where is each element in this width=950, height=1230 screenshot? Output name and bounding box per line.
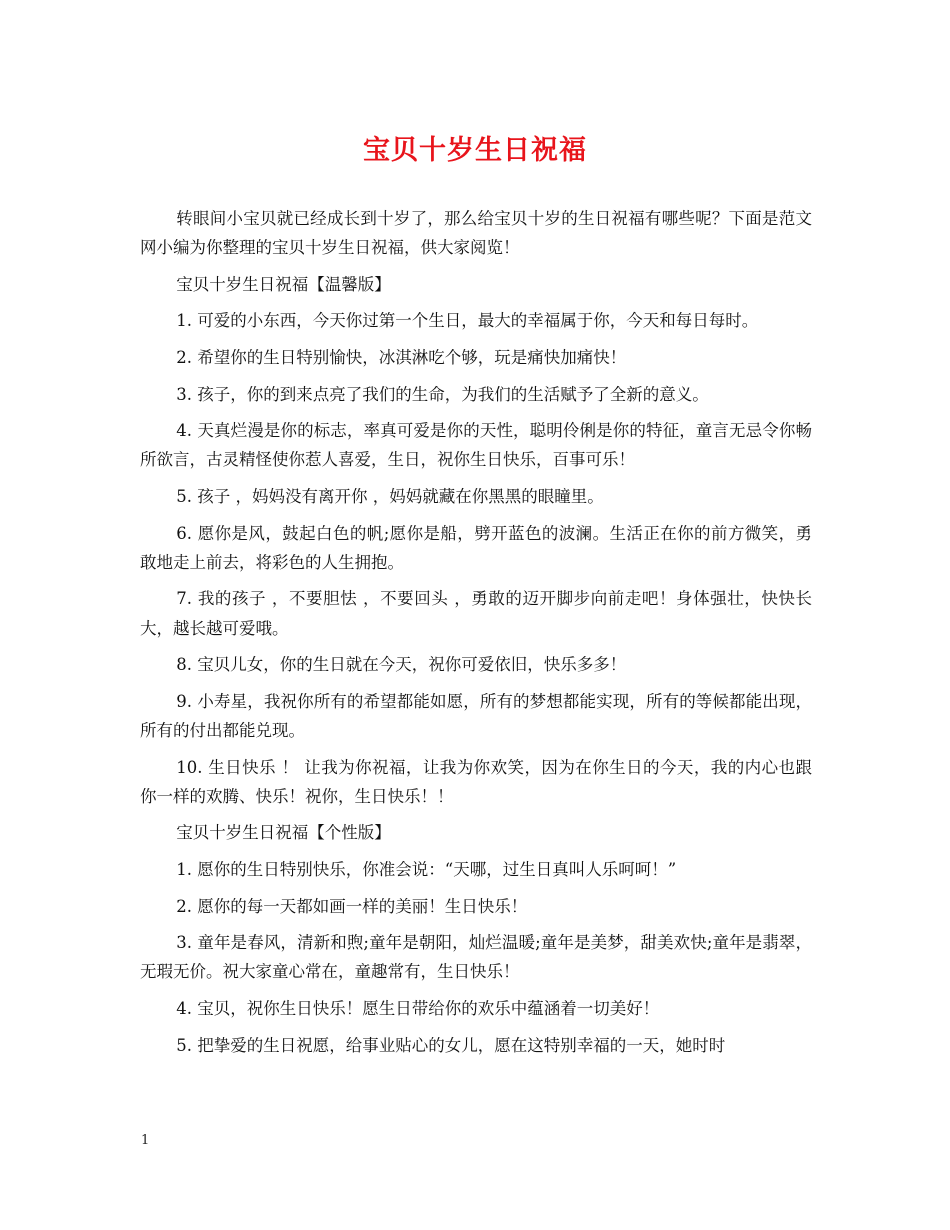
list-item: 5. 把挚爱的生日祝愿，给事业贴心的女儿，愿在这特别幸福的一天，她时时 [176,1035,726,1055]
list-item: 4. 天真烂漫是你的标志，率真可爱是你的天性，聪明伶俐是你的特征，童言无忌令你畅所欲言，古灵精怪使你惹人喜爱，生日，祝你生日快乐，百事可乐！ [140,421,812,470]
list-item: 5. 孩子 ，妈妈没有离开你 ，妈妈就藏在你黑黑的眼瞳里。 [176,486,604,506]
list-item: 4. 宝贝，祝你生日快乐！愿生日带给你的欢乐中蕴涵着一切美好！ [176,998,660,1018]
list-item: 8. 宝贝儿女，你的生日就在今天，祝你可爱依旧，快乐多多！ [176,655,627,675]
list-item: 2. 希望你的生日特别愉快，冰淇淋吃个够，玩是痛快加痛快！ [176,347,627,367]
list-item: 1. 愿你的生日特别快乐，你准会说：“天哪，过生日真叫人乐呵呵！” [176,859,677,879]
list-item: 1. 可爱的小东西，今天你过第一个生日，最大的幸福属于你，今天和每日每时。 [176,311,759,331]
section-heading-warm: 宝贝十岁生日祝福【温馨版】 [176,274,391,294]
intro-paragraph: 转眼间小宝贝就已经成长到十岁了，那么给宝贝十岁的生日祝福有哪些呢？下面是范文网小编为你整理的宝贝十岁生日祝福，供大家阅览！ [140,209,812,258]
list-item: 7. 我的孩子 ，不要胆怯 ，不要回头 ，勇敢的迈开脚步向前走吧！身体强壮，快快长大，越长越可爱哦。 [140,589,812,638]
document-title: 宝贝十岁生日祝福 [363,135,587,166]
page-number: 1 [141,1133,150,1148]
list-item: 2. 愿你的每一天都如画一样的美丽！生日快乐！ [176,896,528,916]
list-item: 9. 小寿星，我祝你所有的希望都能如愿，所有的梦想都能实现，所有的等候都能出现，所有的付出都能兑现。 [140,691,812,740]
list-item: 3. 童年是春风，清新和煦;童年是朝阳，灿烂温暖;童年是美梦，甜美欢快;童年是翡翠，无瑕无价。祝大家童心常在，童趣常有，生日快乐！ [140,933,812,982]
document-body [140,204,812,1067]
list-item: 10. 生日快乐 ！ 让我为你祝福，让我为你欢笑，因为在你生日的今天，我的内心也跟你一样的欢腾、快乐！祝你，生日快乐！！ [140,757,812,806]
list-item: 6. 愿你是风，鼓起白色的帆;愿你是船，劈开蓝色的波澜。生活正在你的前方微笑，勇敢地走上前去，将彩色的人生拥抱。 [140,523,812,572]
list-item: 3. 孩子，你的到来点亮了我们的生命，为我们的生活赋予了全新的意义。 [176,384,709,404]
section-heading-personal: 宝贝十岁生日祝福【个性版】 [176,823,391,843]
